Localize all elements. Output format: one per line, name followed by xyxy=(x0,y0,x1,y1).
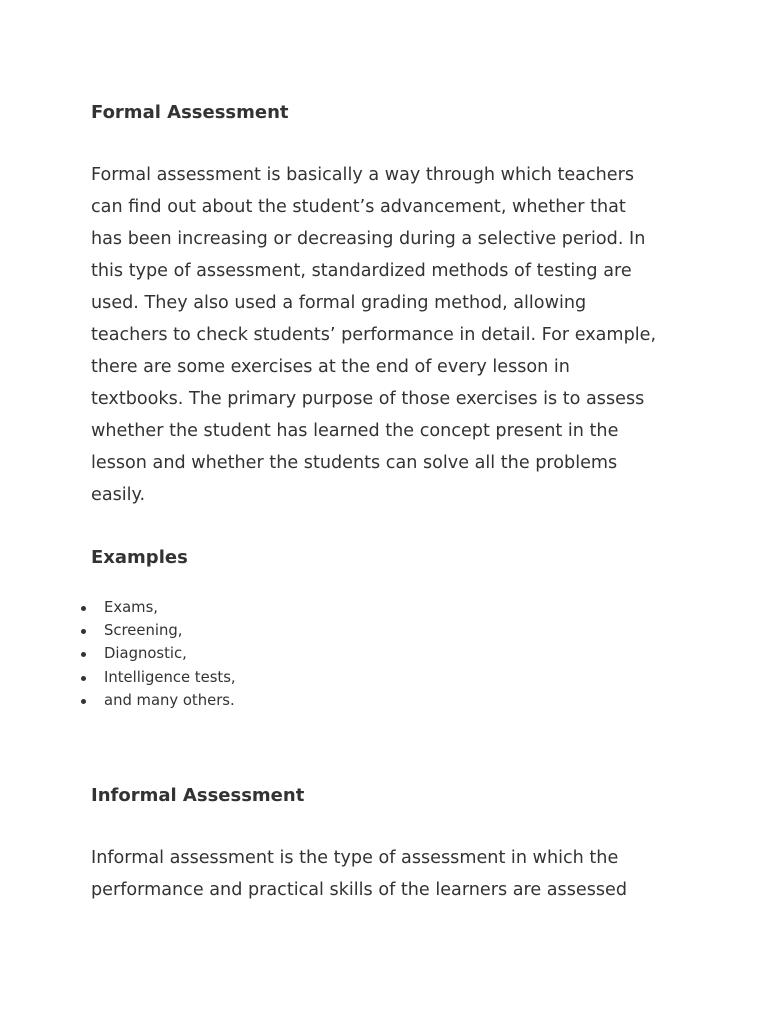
bullet-icon xyxy=(81,676,86,681)
paragraph-line: can find out about the student’s advancement, whether that xyxy=(91,197,626,217)
paragraph-line: whether the student has learned the concept present in the xyxy=(91,421,619,441)
bullet-icon xyxy=(81,652,86,657)
paragraph-line: Informal assessment is the type of assessment in which the xyxy=(91,848,619,868)
paragraph-line: lesson and whether the students can solve all the problems xyxy=(91,453,618,473)
list-item xyxy=(0,689,236,712)
list-item xyxy=(0,596,236,619)
list-item-label: Diagnostic, xyxy=(104,645,187,663)
formal-assessment-paragraph xyxy=(91,159,691,511)
paragraph-line: performance and practical skills of the learners are assessed xyxy=(91,880,628,900)
list-item xyxy=(0,666,236,689)
paragraph-line: textbooks. The primary purpose of those exercises is to assess xyxy=(91,389,645,409)
paragraph-line: teachers to check students’ performance in detail. For example, xyxy=(91,325,657,345)
paragraph-line: this type of assessment, standardized methods of testing are xyxy=(91,261,632,281)
list-item-label: Intelligence tests, xyxy=(104,668,236,686)
paragraph-line: used. They also used a formal grading method, allowing xyxy=(91,293,587,313)
paragraph-line: easily. xyxy=(91,485,146,505)
bullet-icon xyxy=(81,699,86,704)
bullet-icon xyxy=(81,629,86,634)
list-item-label: Screening, xyxy=(104,622,183,640)
list-item-label: and many others. xyxy=(104,691,235,709)
informal-assessment-heading: Informal Assessment xyxy=(91,785,305,806)
list-item xyxy=(0,642,236,665)
list-item-label: Exams, xyxy=(104,599,158,616)
informal-assessment-paragraph xyxy=(91,842,691,906)
list-item xyxy=(0,619,236,642)
paragraph-line: Formal assessment is basically a way through which teachers xyxy=(91,165,635,185)
bullet-icon xyxy=(81,606,86,611)
paragraph-line: there are some exercises at the end of every lesson in xyxy=(91,357,570,377)
paragraph-line: has been increasing or decreasing during a selective period. In xyxy=(91,229,646,249)
formal-assessment-heading: Formal Assessment xyxy=(91,102,289,123)
examples-heading: Examples xyxy=(91,547,188,568)
examples-list xyxy=(0,596,236,712)
